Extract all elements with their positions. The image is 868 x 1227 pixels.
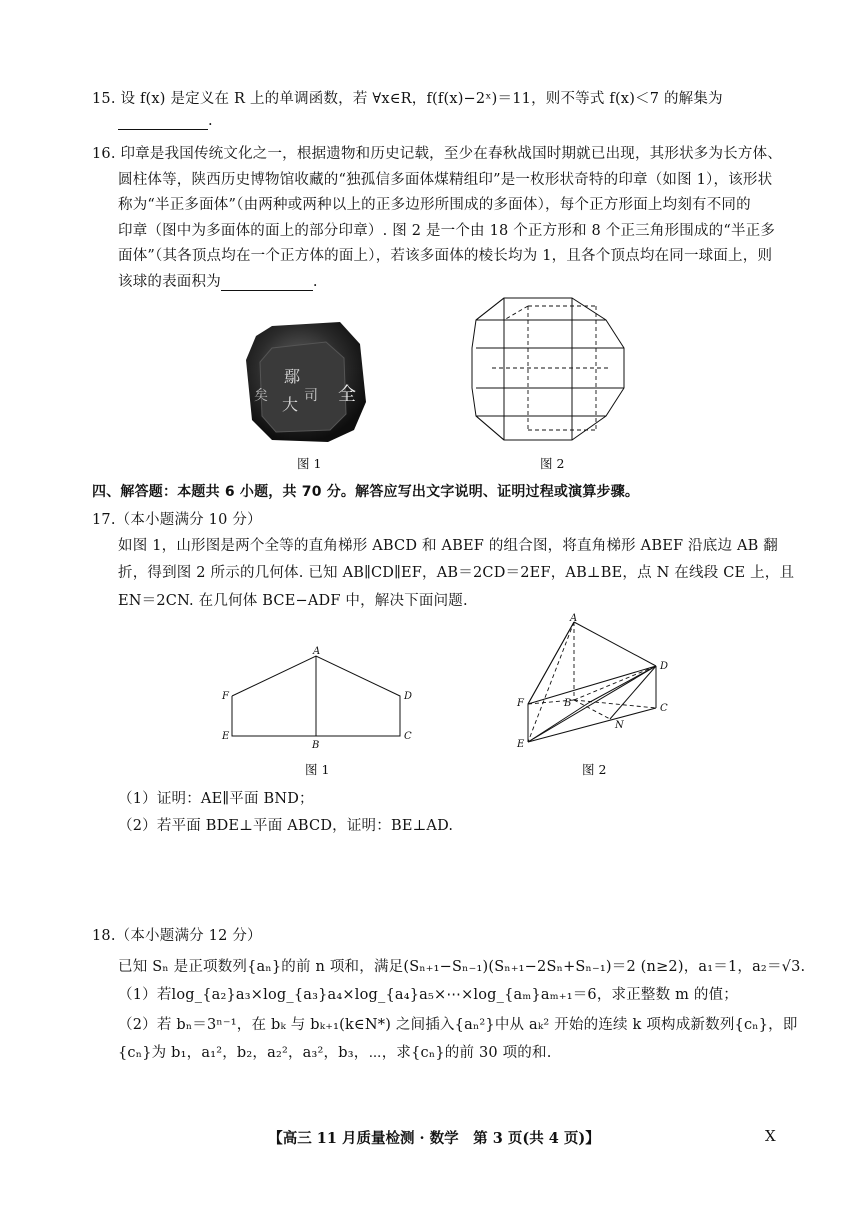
- fig2-label-F: F: [517, 698, 524, 709]
- folded-solid-figure: [512, 612, 678, 752]
- q17-fig1-caption: 图 1: [305, 762, 330, 777]
- q16-line-5: 面体”（其各顶点均在一个正方体的面上），若该多面体的棱长均为 1，且各个顶点均在同一球面上，则: [118, 248, 773, 264]
- fig2-label-C: C: [660, 703, 668, 714]
- fig2-label-B: B: [564, 698, 572, 709]
- fig2-label-N: N: [615, 720, 624, 731]
- q18-part-2a: （2）若 bₙ＝3ⁿ⁻¹，在 bₖ 与 bₖ₊₁(k∈N*) 之间插入{aₙ²}中从 aₖ² 开始的连续 k 项构成新数列{cₙ}，即: [118, 1017, 798, 1033]
- q16-line-4: 印章（图中为多面体的面上的部分印章）. 图 2 是一个由 18 个正方形和 8 个正三角形围成的“半正多: [118, 223, 776, 239]
- section-4-heading: 四、解答题：本题共 6 小题，共 70 分。解答应写出文字说明、证明过程或演算步骤。: [92, 484, 640, 500]
- q16-line-1: 16. 印章是我国传统文化之一，根据遗物和历史记载，至少在春秋战国时期就已出现，其形状多为长方体、: [92, 146, 782, 162]
- q18-title: 18.（本小题满分 12 分）: [92, 928, 262, 944]
- page-footer: 【高三 11 月质量检测 · 数学 第 3 页(共 4 页)】: [268, 1130, 600, 1147]
- q17-line-3: EN＝2CN. 在几何体 BCE−ADF 中，解决下面问题.: [118, 593, 468, 609]
- svg-text:大: 大: [282, 395, 299, 414]
- label-F: F: [222, 691, 229, 702]
- svg-text:矣: 矣: [254, 388, 268, 404]
- q17-title: 17.（本小题满分 10 分）: [92, 512, 262, 528]
- svg-text:司: 司: [304, 388, 318, 404]
- q17-part-2: （2）若平面 BDE⊥平面 ABCD，证明：BE⊥AD.: [118, 818, 454, 834]
- label-D: D: [404, 691, 413, 702]
- q15-answer-blank[interactable]: [118, 113, 208, 130]
- q18-line-1: 已知 Sₙ 是正项数列{aₙ}的前 n 项和，满足(Sₙ₊₁−Sₙ₋₁)(Sₙ₊₁−2Sₙ+Sₙ₋₁)＝2 (n≥2)，a₁＝1，a₂＝√3.: [118, 959, 806, 975]
- q16-fig2-caption: 图 2: [540, 456, 565, 471]
- fig2-label-D: D: [660, 661, 669, 672]
- svg-text:鄢: 鄢: [284, 367, 301, 386]
- q16-line-6: 该球的表面积为 .: [118, 274, 318, 290]
- label-C: C: [404, 731, 412, 742]
- seal-photo: [242, 318, 370, 444]
- q16-fig1-caption: 图 1: [297, 456, 322, 471]
- q18-part-1: （1）若log_{a₂}a₃×log_{a₃}a₄×log_{a₄}a₅×⋯×log_{aₘ}aₘ₊₁＝6，求正整数 m 的值；: [118, 987, 739, 1003]
- q16-answer-blank[interactable]: [221, 274, 313, 291]
- fig2-label-E: E: [517, 739, 525, 750]
- q17-part-1: （1）证明：AE∥平面 BND；: [118, 791, 314, 807]
- label-A: A: [313, 646, 321, 657]
- q16-line-3: 称为“半正多面体”（由两种或两种以上的正多边形所围成的多面体），每个正方形面上均刻有不同的: [118, 197, 751, 213]
- q17-line-1: 如图 1，山形图是两个全等的直角梯形 ABCD 和 ABEF 的组合图，将直角梯形 ABEF 沿底边 AB 翻: [118, 538, 778, 554]
- q15-line-1: 15. 设 f(x) 是定义在 R 上的单调函数，若 ∀x∈R，f(f(x)−2ˣ)＝11，则不等式 f(x)＜7 的解集为: [92, 91, 723, 107]
- q18-part-2b: {cₙ}为 b₁，a₁²，b₂，a₂²，a₃²，b₃，⋯，求{cₙ}的前 30 项的和.: [118, 1045, 552, 1061]
- fig2-label-A: A: [570, 613, 578, 624]
- label-B: B: [312, 740, 320, 751]
- q17-line-2: 折，得到图 2 所示的几何体. 已知 AB∥CD∥EF，AB＝2CD＝2EF，AB⊥BE，点 N 在线段 CE 上，且: [118, 565, 795, 581]
- polyhedron-diagram: [468, 292, 632, 446]
- footer-mark: X: [765, 1127, 776, 1145]
- q17-fig2-caption: 图 2: [582, 762, 607, 777]
- label-E: E: [222, 731, 230, 742]
- mountain-figure: [216, 646, 416, 752]
- q16-line-2: 圆柱体等，陕西历史博物馆收藏的“独孤信多面体煤精组印”是一枚形状奇特的印章（如图 1），该形状: [118, 172, 773, 188]
- q15-line-2: .: [118, 113, 213, 130]
- svg-text:全: 全: [338, 384, 356, 405]
